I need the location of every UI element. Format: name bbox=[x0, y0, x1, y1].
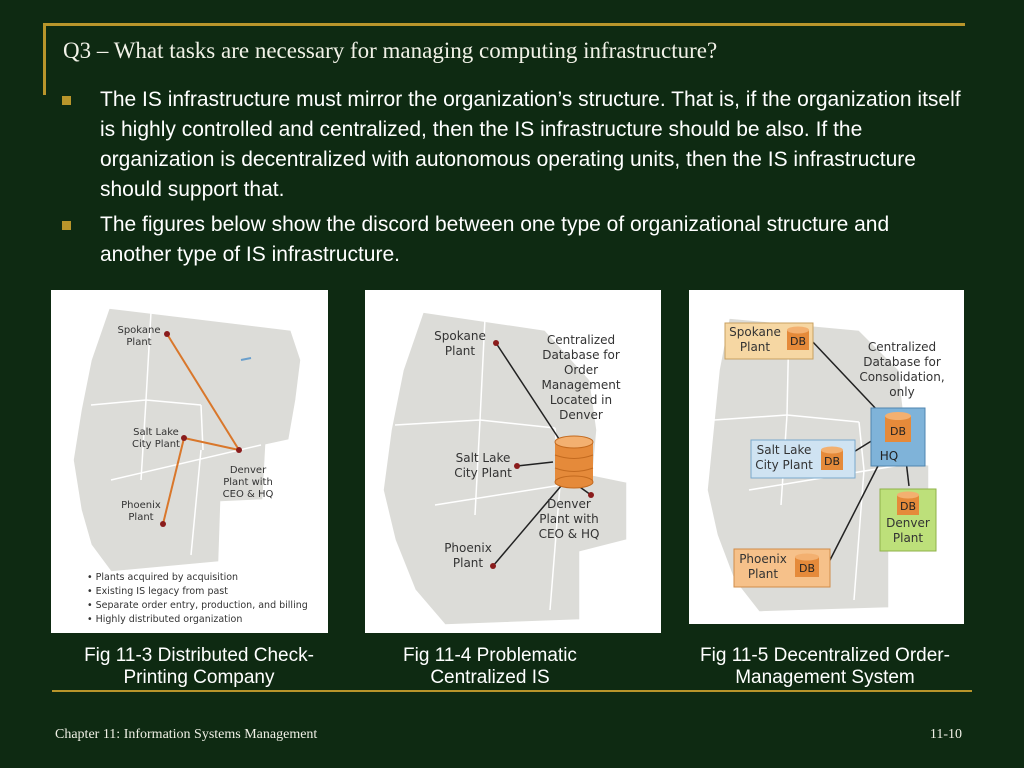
plant-dot bbox=[514, 463, 520, 469]
bullet-item bbox=[62, 210, 962, 270]
footer-rule bbox=[52, 690, 972, 692]
caption-line: Fig 11-5 Decentralized Order- bbox=[700, 645, 950, 666]
caption-fig-11-4 bbox=[370, 645, 610, 689]
bullet-square-icon bbox=[62, 96, 71, 105]
western-us-map bbox=[73, 308, 301, 572]
label-central-db: Centralized Database for Order Management Located in Denver bbox=[541, 333, 621, 422]
caption-line: Fig 11-3 Distributed Check- bbox=[84, 645, 314, 666]
figure-distributed bbox=[51, 290, 328, 633]
label-saltlake: Salt Lake City Plant bbox=[755, 443, 813, 472]
figure-decentralized bbox=[689, 290, 964, 624]
database-cylinder-icon bbox=[555, 436, 593, 488]
label-central-db: Centralized Database for Consolidation, only bbox=[859, 340, 945, 399]
label-spokane: Spokane Plant bbox=[729, 325, 781, 354]
caption-line: Fig 11-4 Problematic bbox=[403, 645, 577, 666]
label-denver: Denver Plant with CEO & HQ bbox=[538, 497, 600, 541]
caption-line: Management System bbox=[735, 667, 915, 688]
db-label: DB bbox=[789, 335, 807, 348]
database-icon bbox=[897, 492, 919, 516]
label-denver: Denver Plant bbox=[886, 516, 930, 545]
label-phoenix: Phoenix Plant bbox=[121, 500, 161, 523]
label-phoenix: Phoenix Plant bbox=[739, 552, 787, 581]
title-frame-left bbox=[43, 23, 46, 95]
bullet-text: The figures below show the discord between one type of organizational structure and another type of IS infrastructure. bbox=[100, 213, 890, 266]
caption-line: Printing Company bbox=[123, 667, 275, 688]
caption-fig-11-5 bbox=[670, 645, 980, 689]
footer-page-number: 11-10 bbox=[929, 727, 962, 742]
database-icon bbox=[787, 327, 809, 351]
plant-dot bbox=[490, 563, 496, 569]
label-phoenix: Phoenix Plant bbox=[444, 541, 492, 570]
database-icon bbox=[795, 554, 819, 578]
caption-fig-11-3 bbox=[52, 645, 346, 689]
db-label: DB bbox=[823, 455, 841, 468]
label-hq: HQ bbox=[879, 449, 899, 463]
map-centralized bbox=[365, 290, 661, 633]
bullet-text: The IS infrastructure must mirror the organization’s structure. That is, if the organization itself is highly controlled and centralized, then the IS infrastructure should be also. If the organization is decentralized with autonomous operating units, then the IS infrastructure should support that. bbox=[100, 88, 961, 201]
label-denver: Denver Plant with CEO & HQ bbox=[222, 465, 274, 500]
footer-chapter: Chapter 11: Information Systems Management bbox=[55, 727, 318, 742]
db-label: DB bbox=[798, 562, 816, 575]
plant-dot bbox=[164, 331, 170, 337]
database-icon bbox=[821, 447, 843, 471]
plant-dot bbox=[160, 521, 166, 527]
title-frame-top bbox=[43, 23, 965, 26]
map-distributed bbox=[51, 290, 328, 633]
slide-title: Q3 – What tasks are necessary for managing computing infrastructure? bbox=[63, 38, 718, 63]
label-spokane: Spokane Plant bbox=[434, 329, 486, 358]
bullet-list bbox=[62, 85, 962, 275]
map-decentralized bbox=[689, 290, 964, 624]
plant-dot bbox=[181, 435, 187, 441]
figure-notes: • Plants acquired by acquisition • Existing IS legacy from past • Separate order entry, production, and billing • Highly distributed organization bbox=[87, 572, 308, 625]
bullet-square-icon bbox=[62, 221, 71, 230]
plant-dot bbox=[493, 340, 499, 346]
figure-centralized bbox=[365, 290, 661, 633]
db-label: DB bbox=[899, 500, 917, 513]
label-spokane: Spokane Plant bbox=[117, 325, 161, 348]
database-icon bbox=[885, 412, 911, 442]
bullet-item bbox=[62, 85, 962, 205]
caption-line: Centralized IS bbox=[430, 667, 550, 688]
db-label: DB bbox=[889, 425, 907, 438]
label-saltlake: Salt Lake City Plant bbox=[132, 427, 180, 450]
plant-dot bbox=[236, 447, 242, 453]
label-saltlake: Salt Lake City Plant bbox=[454, 451, 512, 480]
